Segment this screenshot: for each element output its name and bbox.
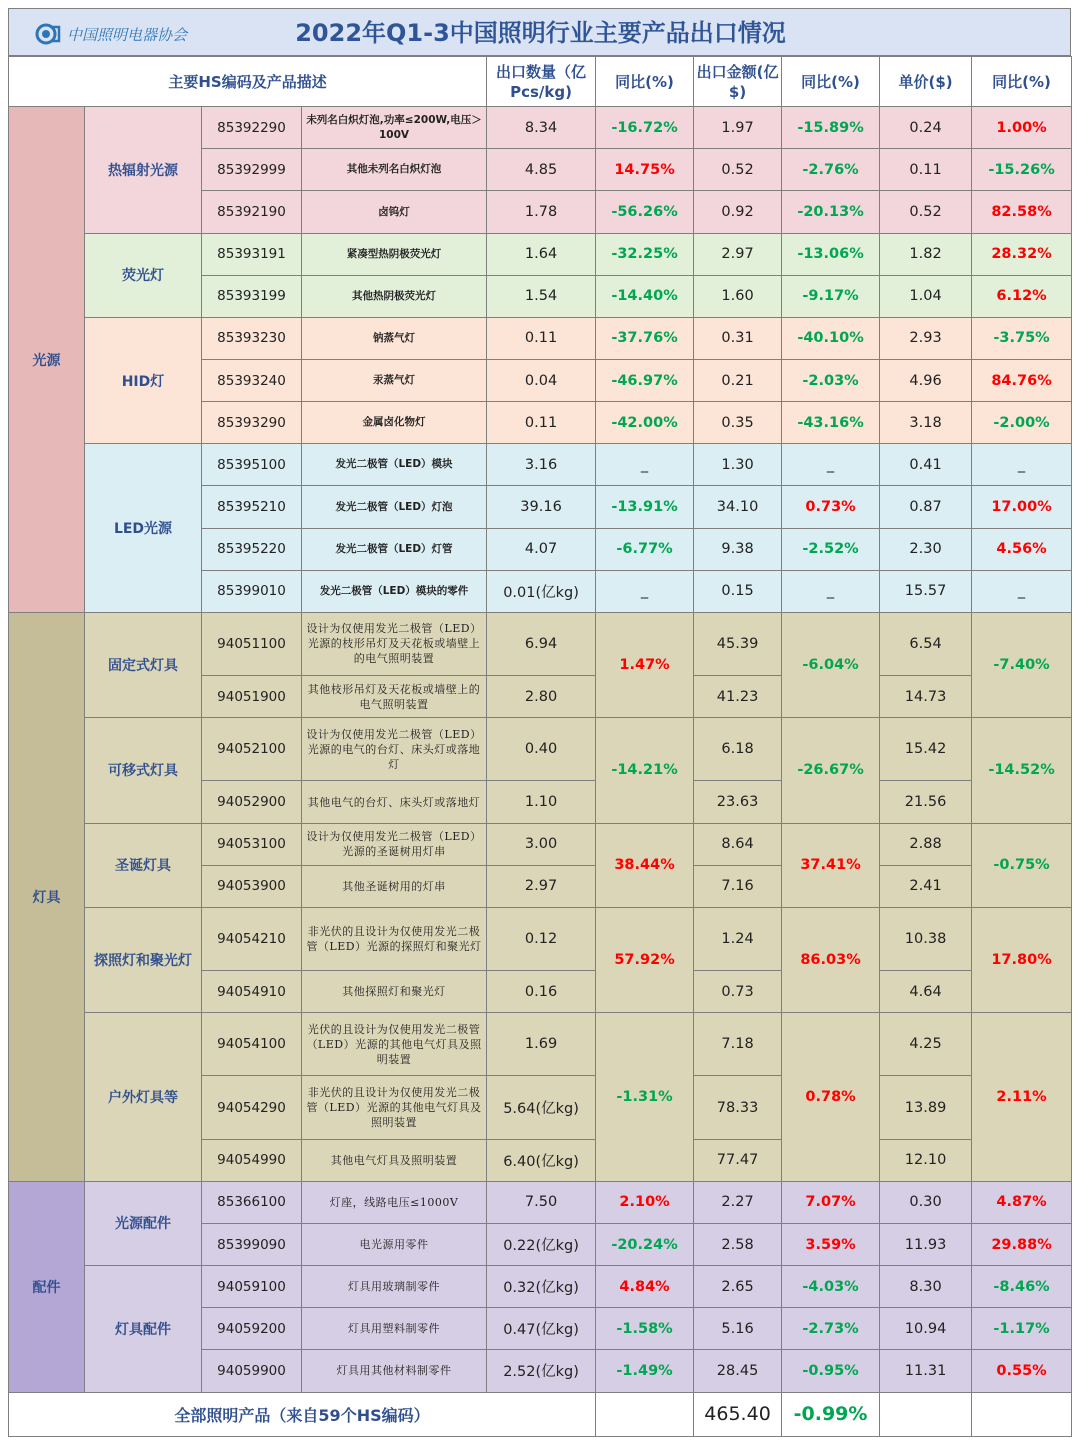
price: 3.18 <box>880 402 972 444</box>
col-hs-header: 主要HS编码及产品描述 <box>9 57 487 107</box>
price-yoy: -15.26% <box>972 149 1072 191</box>
total-label: 全部照明产品（来自59个HS编码） <box>9 1392 596 1437</box>
col-amount-yoy-header: 同比(%) <box>782 57 880 107</box>
amount: 0.21 <box>694 360 782 402</box>
amount: 0.73 <box>694 971 782 1013</box>
qty: 1.54 <box>487 275 596 317</box>
product-desc: 发光二极管（LED）模块 <box>302 444 487 486</box>
qty: 0.32(亿kg) <box>487 1266 596 1308</box>
hs-code: 85393230 <box>202 317 302 359</box>
product-desc: 发光二极管（LED）灯泡 <box>302 486 487 528</box>
qty: 0.16 <box>487 971 596 1013</box>
price: 4.96 <box>880 360 972 402</box>
qty: 0.40 <box>487 718 596 781</box>
qty: 2.80 <box>487 676 596 718</box>
amount: 77.47 <box>694 1139 782 1181</box>
subcategory-thermal: 热辐射光源 <box>85 107 202 233</box>
amount-yoy: -2.03% <box>782 360 880 402</box>
amount-yoy: -40.10% <box>782 317 880 359</box>
amount: 28.45 <box>694 1350 782 1392</box>
hs-code: 94053100 <box>202 823 302 865</box>
amount: 41.23 <box>694 676 782 718</box>
category-fixtures: 灯具 <box>9 612 85 1181</box>
title-bar <box>8 8 1071 56</box>
col-price-yoy-header: 同比(%) <box>972 57 1072 107</box>
qty: 2.97 <box>487 865 596 907</box>
price-yoy: 17.80% <box>972 907 1072 1012</box>
hs-code: 94054910 <box>202 971 302 1013</box>
price: 10.94 <box>880 1308 972 1350</box>
price: 0.11 <box>880 149 972 191</box>
qty-yoy: -13.91% <box>596 486 694 528</box>
col-qty-yoy-header: 同比(%) <box>596 57 694 107</box>
subcategory-christmas: 圣诞灯具 <box>85 823 202 907</box>
amount-yoy: -26.67% <box>782 718 880 823</box>
qty-yoy: 4.84% <box>596 1266 694 1308</box>
qty-yoy: -1.58% <box>596 1308 694 1350</box>
amount: 0.52 <box>694 149 782 191</box>
product-desc: 其他电气灯具及照明装置 <box>302 1139 487 1181</box>
price-yoy: 1.00% <box>972 107 1072 149</box>
price-yoy: -1.17% <box>972 1308 1072 1350</box>
product-desc: 发光二极管（LED）灯管 <box>302 528 487 570</box>
amount: 9.38 <box>694 528 782 570</box>
price: 2.93 <box>880 317 972 359</box>
amount: 0.92 <box>694 191 782 233</box>
qty: 6.94 <box>487 612 596 675</box>
price-yoy: -0.75% <box>972 823 1072 907</box>
qty-yoy: -1.49% <box>596 1350 694 1392</box>
product-desc: 非光伏的且设计为仅使用发光二极管（LED）光源的探照灯和聚光灯 <box>302 907 487 970</box>
table-row <box>9 444 1072 486</box>
subcategory-fixture-accessories: 灯具配件 <box>85 1266 202 1392</box>
hs-code: 85393191 <box>202 233 302 275</box>
qty: 0.47(亿kg) <box>487 1308 596 1350</box>
price-yoy: -2.00% <box>972 402 1072 444</box>
qty: 4.07 <box>487 528 596 570</box>
qty-yoy: -42.00% <box>596 402 694 444</box>
price: 0.41 <box>880 444 972 486</box>
price: 0.87 <box>880 486 972 528</box>
price-yoy: _ <box>972 570 1072 612</box>
product-desc: 非光伏的且设计为仅使用发光二极管（LED）光源的其他电气灯具及照明装置 <box>302 1076 487 1139</box>
qty: 0.04 <box>487 360 596 402</box>
hs-code: 94059100 <box>202 1266 302 1308</box>
subcategory-portable: 可移式灯具 <box>85 718 202 823</box>
product-desc: 发光二极管（LED）模块的零件 <box>302 570 487 612</box>
amount: 1.30 <box>694 444 782 486</box>
export-table <box>8 56 1072 1437</box>
hs-code: 85392999 <box>202 149 302 191</box>
amount: 5.16 <box>694 1308 782 1350</box>
qty-yoy: -46.97% <box>596 360 694 402</box>
amount-yoy: -43.16% <box>782 402 880 444</box>
qty: 39.16 <box>487 486 596 528</box>
qty-yoy: 1.47% <box>596 612 694 717</box>
table-row <box>9 718 1072 781</box>
price: 12.10 <box>880 1139 972 1181</box>
total-row <box>9 1392 1072 1437</box>
qty-yoy: 2.10% <box>596 1181 694 1223</box>
amount: 45.39 <box>694 612 782 675</box>
amount-yoy: 86.03% <box>782 907 880 1012</box>
table-row <box>9 317 1072 359</box>
col-qty-header: 出口数量（亿Pcs/kg) <box>487 57 596 107</box>
price: 0.52 <box>880 191 972 233</box>
price: 4.25 <box>880 1013 972 1076</box>
product-desc: 其他枝形吊灯及天花板或墙壁上的电气照明装置 <box>302 676 487 718</box>
amount: 8.64 <box>694 823 782 865</box>
product-desc: 灯具用玻璃制零件 <box>302 1266 487 1308</box>
price-yoy: 4.56% <box>972 528 1072 570</box>
table-row <box>9 612 1072 675</box>
price-yoy: 84.76% <box>972 360 1072 402</box>
product-desc: 卤钨灯 <box>302 191 487 233</box>
price: 2.88 <box>880 823 972 865</box>
amount-yoy: -6.04% <box>782 612 880 717</box>
price: 6.54 <box>880 612 972 675</box>
hs-code: 94054100 <box>202 1013 302 1076</box>
amount-yoy: -0.95% <box>782 1350 880 1392</box>
product-desc: 灯具用塑料制零件 <box>302 1308 487 1350</box>
qty: 1.64 <box>487 233 596 275</box>
product-desc: 钠蒸气灯 <box>302 317 487 359</box>
total-price-yoy <box>972 1392 1072 1437</box>
amount: 0.15 <box>694 570 782 612</box>
qty-yoy: -32.25% <box>596 233 694 275</box>
qty: 0.11 <box>487 402 596 444</box>
qty-yoy: -20.24% <box>596 1223 694 1265</box>
price: 2.30 <box>880 528 972 570</box>
hs-code: 94053900 <box>202 865 302 907</box>
product-desc: 其他圣诞树用的灯串 <box>302 865 487 907</box>
qty-yoy: -16.72% <box>596 107 694 149</box>
hs-code: 85392190 <box>202 191 302 233</box>
subcategory-spot: 探照灯和聚光灯 <box>85 907 202 1012</box>
qty: 0.22(亿kg) <box>487 1223 596 1265</box>
product-desc: 灯具用其他材料制零件 <box>302 1350 487 1392</box>
product-desc: 其他探照灯和聚光灯 <box>302 971 487 1013</box>
qty: 1.69 <box>487 1013 596 1076</box>
subcategory-hid: HID灯 <box>85 317 202 443</box>
table-row <box>9 1266 1072 1308</box>
qty: 3.00 <box>487 823 596 865</box>
amount-yoy: -4.03% <box>782 1266 880 1308</box>
price: 14.73 <box>880 676 972 718</box>
hs-code: 94052100 <box>202 718 302 781</box>
amount-yoy: -9.17% <box>782 275 880 317</box>
amount: 2.58 <box>694 1223 782 1265</box>
hs-code: 85395220 <box>202 528 302 570</box>
price: 4.64 <box>880 971 972 1013</box>
page-title: 2022年Q1-3中国照明行业主要产品出口情况 <box>295 19 786 47</box>
amount-yoy: 37.41% <box>782 823 880 907</box>
hs-code: 94054210 <box>202 907 302 970</box>
table-row <box>9 1181 1072 1223</box>
total-qty-yoy <box>596 1392 694 1437</box>
qty: 7.50 <box>487 1181 596 1223</box>
amount: 1.97 <box>694 107 782 149</box>
price: 8.30 <box>880 1266 972 1308</box>
table-row <box>9 823 1072 865</box>
amount: 2.27 <box>694 1181 782 1223</box>
product-desc: 设计为仅使用发光二极管（LED）光源的圣诞树用灯串 <box>302 823 487 865</box>
subcategory-source-accessories: 光源配件 <box>85 1181 202 1265</box>
amount-yoy: _ <box>782 570 880 612</box>
subcategory-led: LED光源 <box>85 444 202 613</box>
product-desc: 其他电气的台灯、床头灯或落地灯 <box>302 781 487 823</box>
col-price-header: 单价($) <box>880 57 972 107</box>
col-amount-header: 出口金额(亿$) <box>694 57 782 107</box>
amount-yoy: _ <box>782 444 880 486</box>
price-yoy: -8.46% <box>972 1266 1072 1308</box>
amount: 1.60 <box>694 275 782 317</box>
amount-yoy: 0.73% <box>782 486 880 528</box>
product-desc: 金属卤化物灯 <box>302 402 487 444</box>
table-row <box>9 1013 1072 1076</box>
qty-yoy: 57.92% <box>596 907 694 1012</box>
price: 2.41 <box>880 865 972 907</box>
hs-code: 94059900 <box>202 1350 302 1392</box>
price-yoy: 0.55% <box>972 1350 1072 1392</box>
qty: 1.78 <box>487 191 596 233</box>
amount-yoy: 0.78% <box>782 1013 880 1182</box>
hs-code: 85366100 <box>202 1181 302 1223</box>
qty-yoy: -14.40% <box>596 275 694 317</box>
qty: 5.64(亿kg) <box>487 1076 596 1139</box>
hs-code: 85395100 <box>202 444 302 486</box>
table-row <box>9 233 1072 275</box>
amount-yoy: -2.52% <box>782 528 880 570</box>
amount: 0.31 <box>694 317 782 359</box>
table-row <box>9 907 1072 970</box>
amount: 23.63 <box>694 781 782 823</box>
price-yoy: 28.32% <box>972 233 1072 275</box>
amount-yoy: -13.06% <box>782 233 880 275</box>
price: 11.93 <box>880 1223 972 1265</box>
price: 1.04 <box>880 275 972 317</box>
total-price <box>880 1392 972 1437</box>
product-desc: 紧凑型热阴极荧光灯 <box>302 233 487 275</box>
price: 0.24 <box>880 107 972 149</box>
qty: 2.52(亿kg) <box>487 1350 596 1392</box>
price-yoy: -14.52% <box>972 718 1072 823</box>
amount-yoy: -2.73% <box>782 1308 880 1350</box>
price: 15.42 <box>880 718 972 781</box>
qty-yoy: _ <box>596 444 694 486</box>
price-yoy: -7.40% <box>972 612 1072 717</box>
category-light-source: 光源 <box>9 107 85 613</box>
hs-code: 94054290 <box>202 1076 302 1139</box>
amount-yoy: -15.89% <box>782 107 880 149</box>
product-desc: 光伏的且设计为仅使用发光二极管（LED）光源的其他电气灯具及照明装置 <box>302 1013 487 1076</box>
price-yoy: 29.88% <box>972 1223 1072 1265</box>
page <box>8 8 1071 1437</box>
category-accessories: 配件 <box>9 1181 85 1392</box>
amount: 2.65 <box>694 1266 782 1308</box>
price-yoy: 82.58% <box>972 191 1072 233</box>
price: 15.57 <box>880 570 972 612</box>
product-desc: 设计为仅使用发光二极管（LED）光源的枝形吊灯及天花板或墙壁上的电气照明装置 <box>302 612 487 675</box>
hs-code: 85392290 <box>202 107 302 149</box>
price: 13.89 <box>880 1076 972 1139</box>
amount: 2.97 <box>694 233 782 275</box>
price: 11.31 <box>880 1350 972 1392</box>
logo-text: 中国照明电器协会 <box>67 25 188 44</box>
hs-code: 85393290 <box>202 402 302 444</box>
hs-code: 94051100 <box>202 612 302 675</box>
price: 10.38 <box>880 907 972 970</box>
amount: 78.33 <box>694 1076 782 1139</box>
qty-yoy: -56.26% <box>596 191 694 233</box>
product-desc: 灯座，线路电压≤1000V <box>302 1181 487 1223</box>
amount: 1.24 <box>694 907 782 970</box>
product-desc: 未列名白炽灯泡,功率≤200W,电压＞100V <box>302 107 487 149</box>
hs-code: 94059200 <box>202 1308 302 1350</box>
hs-code: 85395210 <box>202 486 302 528</box>
qty-yoy: -6.77% <box>596 528 694 570</box>
amount: 6.18 <box>694 718 782 781</box>
qty: 4.85 <box>487 149 596 191</box>
product-desc: 其他未列名白炽灯泡 <box>302 149 487 191</box>
price: 21.56 <box>880 781 972 823</box>
qty: 6.40(亿kg) <box>487 1139 596 1181</box>
subcategory-fixed: 固定式灯具 <box>85 612 202 717</box>
qty: 0.11 <box>487 317 596 359</box>
amount-yoy: -2.76% <box>782 149 880 191</box>
qty-yoy: 38.44% <box>596 823 694 907</box>
amount: 7.16 <box>694 865 782 907</box>
price: 1.82 <box>880 233 972 275</box>
product-desc: 电光源用零件 <box>302 1223 487 1265</box>
price-yoy: 17.00% <box>972 486 1072 528</box>
product-desc: 设计为仅使用发光二极管（LED）光源的电气的台灯、床头灯或落地灯 <box>302 718 487 781</box>
price-yoy: 4.87% <box>972 1181 1072 1223</box>
qty: 8.34 <box>487 107 596 149</box>
amount-yoy: 7.07% <box>782 1181 880 1223</box>
qty-yoy: _ <box>596 570 694 612</box>
amount-yoy: -20.13% <box>782 191 880 233</box>
qty: 1.10 <box>487 781 596 823</box>
hs-code: 94052900 <box>202 781 302 823</box>
header-row <box>9 57 1072 107</box>
hs-code: 85399010 <box>202 570 302 612</box>
table-row <box>9 107 1072 149</box>
qty: 0.01(亿kg) <box>487 570 596 612</box>
product-desc: 汞蒸气灯 <box>302 360 487 402</box>
product-desc: 其他热阴极荧光灯 <box>302 275 487 317</box>
hs-code: 85393240 <box>202 360 302 402</box>
qty-yoy: -37.76% <box>596 317 694 359</box>
subcategory-fluorescent: 荧光灯 <box>85 233 202 317</box>
amount: 0.35 <box>694 402 782 444</box>
qty: 3.16 <box>487 444 596 486</box>
qty-yoy: -14.21% <box>596 718 694 823</box>
amount: 7.18 <box>694 1013 782 1076</box>
subcategory-outdoor: 户外灯具等 <box>85 1013 202 1182</box>
total-amount: 465.40 <box>694 1392 782 1437</box>
price-yoy: _ <box>972 444 1072 486</box>
hs-code: 94054990 <box>202 1139 302 1181</box>
total-amount-yoy: -0.99% <box>782 1392 880 1437</box>
qty-yoy: -1.31% <box>596 1013 694 1182</box>
amount: 34.10 <box>694 486 782 528</box>
qty: 0.12 <box>487 907 596 970</box>
price-yoy: 2.11% <box>972 1013 1072 1182</box>
price: 0.30 <box>880 1181 972 1223</box>
price-yoy: -3.75% <box>972 317 1072 359</box>
amount-yoy: 3.59% <box>782 1223 880 1265</box>
qty-yoy: 14.75% <box>596 149 694 191</box>
hs-code: 85399090 <box>202 1223 302 1265</box>
price-yoy: 6.12% <box>972 275 1072 317</box>
hs-code: 94051900 <box>202 676 302 718</box>
hs-code: 85393199 <box>202 275 302 317</box>
